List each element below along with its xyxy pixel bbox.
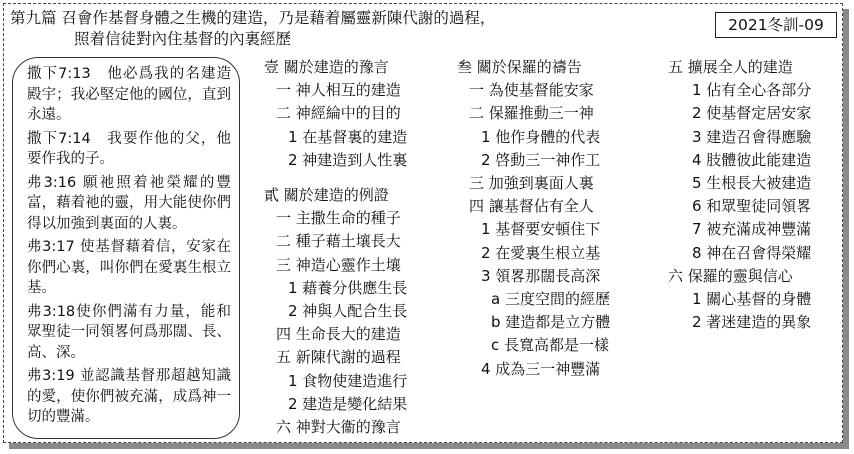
outline-item: b 建造都是立方體 xyxy=(491,313,611,332)
outline-item: 二 種子藉土壤長大 xyxy=(276,232,401,251)
outline-item: 3 建造召會得應驗 xyxy=(692,127,812,146)
frame-shadow-right xyxy=(843,9,849,446)
outline-item: 2 在愛裏生根立基 xyxy=(481,243,601,262)
outline-item: 1 佔有全心各部分 xyxy=(692,81,812,100)
outline-item: c 長寬高都是一樣 xyxy=(491,336,610,355)
outline-item: 2 神建造到人性裏 xyxy=(288,150,408,169)
outline-item: 2 著迷建造的異象 xyxy=(692,313,812,332)
outline-item: 1 食物使建造進行 xyxy=(288,371,408,390)
outline-item: 二 保羅推動三一神 xyxy=(469,104,594,123)
outline-item: 2 啓動三一神作工 xyxy=(481,150,601,169)
outline-item: 4 成為三一神豐滿 xyxy=(481,359,601,378)
outline-heading: 貳 關於建造的例證 xyxy=(264,186,389,205)
verse-eph-3-17: 弗3:17 使基督藉着信，安家在你們心裏，叫你們在愛裏生根立基。 xyxy=(27,239,231,296)
outline-item: 2 建造是變化結果 xyxy=(288,394,408,413)
title-line-2: 照着信徒對內住基督的內裏經歷 xyxy=(74,30,292,48)
verse-2sam-7-14: 撒下7:14 我要作他的父，他要作我的子。 xyxy=(27,130,231,167)
outline-item: 2 神與人配合生長 xyxy=(288,302,408,321)
outline-item: 六 神對大衞的豫言 xyxy=(276,418,401,437)
outline-item: 1 在基督裏的建造 xyxy=(288,127,408,146)
lesson-code-box: 2021冬訓-09 xyxy=(715,12,837,38)
outline-heading: 六 保羅的靈與信心 xyxy=(668,266,793,285)
title-line-1: 第九篇 召會作基督身體之生機的建造，乃是藉着屬靈新陳代謝的過程， xyxy=(10,9,496,27)
verses-panel xyxy=(12,57,240,439)
verse-eph-3-19: 弗3:19 並認識基督那超越知識的愛，使你們被充滿，成爲神一切的豐滿。 xyxy=(27,368,231,425)
outline-item: 5 生根長大被建造 xyxy=(692,174,812,193)
outline-item: 3 領畧那闊長高深 xyxy=(481,266,601,285)
outline-heading: 五 擴展全人的建造 xyxy=(668,58,793,76)
outline-item: 五 新陳代謝的過程 xyxy=(276,348,401,367)
outline-item: 一 主撒生命的種子 xyxy=(276,209,401,228)
outline-heading: 壹 關於建造的豫言 xyxy=(264,58,389,76)
verse-2sam-7-13: 撒下7:13 他必爲我的名建造殿宇；我必堅定他的國位，直到永遠。 xyxy=(27,66,231,123)
outline-column-2 xyxy=(457,56,610,381)
outline-item: 四 生命長大的建造 xyxy=(276,325,401,344)
outline-item: 三 加強到裏面人裏 xyxy=(469,174,594,193)
outline-item: a 三度空間的經歷 xyxy=(491,290,610,309)
outline-column-1 xyxy=(264,56,407,439)
outline-item: 2 使基督定居安家 xyxy=(692,104,812,123)
outline-item: 四 讓基督佔有全人 xyxy=(469,197,594,216)
outline-item: 6 和眾聖徒同領畧 xyxy=(692,197,812,216)
outline-spacer xyxy=(264,172,407,184)
outline-column-3 xyxy=(668,56,811,334)
outline-item: 1 藉養分供應生長 xyxy=(288,278,408,297)
outline-item: 三 神造心靈作土壤 xyxy=(276,255,401,274)
outline-item: 一 神人相互的建造 xyxy=(276,81,401,100)
outline-heading: 叁 關於保羅的禱告 xyxy=(457,58,582,76)
verse-eph-3-18: 弗3:18使你們滿有力量，能和眾聖徒一同領畧何爲那闊、長、高、深。 xyxy=(27,303,231,361)
page-title xyxy=(10,8,495,50)
verse-eph-3-16: 弗3:16 願祂照着祂榮耀的豐富，藉着祂的靈，用大能使你們得以加強到裏面的人裏。 xyxy=(27,174,231,232)
outline-item: 7 被充滿成神豐滿 xyxy=(692,220,812,239)
outline-item: 8 神在召會得榮耀 xyxy=(692,243,812,262)
frame-shadow-bottom xyxy=(9,443,849,449)
outline-item: 二 神經綸中的目的 xyxy=(276,104,401,123)
outline-item: 1 基督要安頓住下 xyxy=(481,220,601,239)
outline-item: 4 肢體彼此能建造 xyxy=(692,150,812,169)
outline-item: 一 為使基督能安家 xyxy=(469,81,594,100)
outline-item: 1 關心基督的身體 xyxy=(692,290,812,309)
outline-item: 1 他作身體的代表 xyxy=(481,127,601,146)
